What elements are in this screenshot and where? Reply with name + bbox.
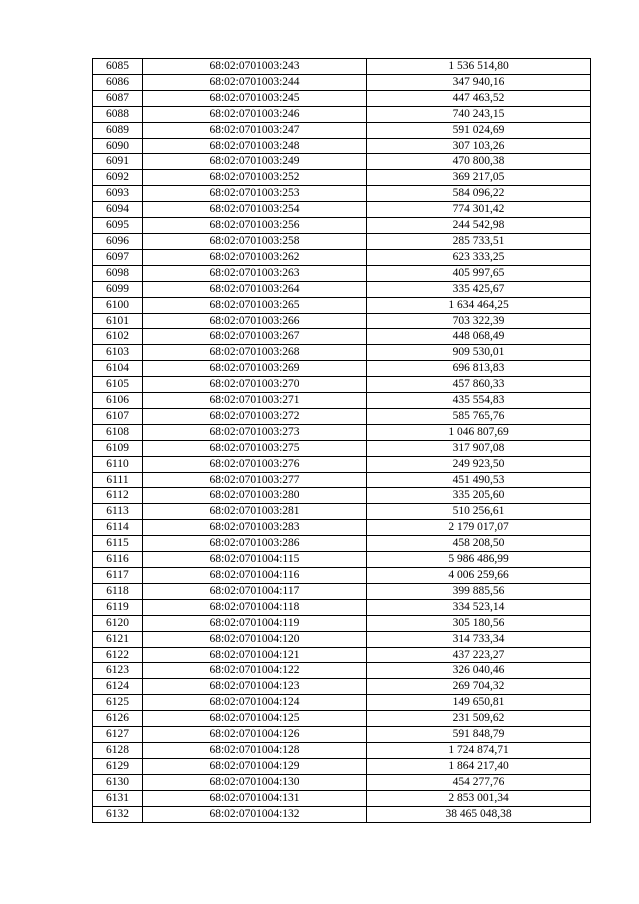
cadastral-number-cell: 68:02:0701003:253 xyxy=(143,186,367,202)
table-row xyxy=(93,90,591,106)
row-number-cell: 6098 xyxy=(93,265,143,281)
cadastral-number-cell: 68:02:0701003:252 xyxy=(143,170,367,186)
table-row xyxy=(93,361,591,377)
cadastral-value-cell: 317 907,08 xyxy=(367,440,591,456)
cadastral-number-cell: 68:02:0701003:266 xyxy=(143,313,367,329)
table-row xyxy=(93,249,591,265)
row-number-cell: 6105 xyxy=(93,377,143,393)
table-row xyxy=(93,615,591,631)
row-number-cell: 6109 xyxy=(93,440,143,456)
table-row xyxy=(93,774,591,790)
row-number-cell: 6115 xyxy=(93,536,143,552)
table-row xyxy=(93,202,591,218)
cadastral-value-cell: 435 554,83 xyxy=(367,393,591,409)
row-number-cell: 6120 xyxy=(93,615,143,631)
cadastral-value-cell: 584 096,22 xyxy=(367,186,591,202)
table-row xyxy=(93,329,591,345)
table-row xyxy=(93,552,591,568)
cadastral-number-cell: 68:02:0701004:122 xyxy=(143,663,367,679)
row-number-cell: 6117 xyxy=(93,568,143,584)
table-row xyxy=(93,679,591,695)
table-row xyxy=(93,711,591,727)
table-row xyxy=(93,138,591,154)
table-row xyxy=(93,313,591,329)
row-number-cell: 6094 xyxy=(93,202,143,218)
cadastral-value-cell: 510 256,61 xyxy=(367,504,591,520)
cadastral-value-cell: 457 860,33 xyxy=(367,377,591,393)
cadastral-value-cell: 774 301,42 xyxy=(367,202,591,218)
cadastral-value-cell: 244 542,98 xyxy=(367,218,591,234)
cadastral-value-cell: 231 509,62 xyxy=(367,711,591,727)
cadastral-number-cell: 68:02:0701003:246 xyxy=(143,106,367,122)
cadastral-value-cell: 335 425,67 xyxy=(367,281,591,297)
row-number-cell: 6087 xyxy=(93,90,143,106)
row-number-cell: 6107 xyxy=(93,408,143,424)
table-row xyxy=(93,536,591,552)
cadastral-number-cell: 68:02:0701003:244 xyxy=(143,74,367,90)
cadastral-number-cell: 68:02:0701003:286 xyxy=(143,536,367,552)
cadastral-value-cell: 591 024,69 xyxy=(367,122,591,138)
table-row xyxy=(93,59,591,75)
table-row xyxy=(93,122,591,138)
table-row xyxy=(93,377,591,393)
row-number-cell: 6130 xyxy=(93,774,143,790)
cadastral-value-cell: 405 997,65 xyxy=(367,265,591,281)
table-row xyxy=(93,520,591,536)
cadastral-value-cell: 334 523,14 xyxy=(367,599,591,615)
row-number-cell: 6119 xyxy=(93,599,143,615)
cadastral-number-cell: 68:02:0701003:243 xyxy=(143,59,367,75)
row-number-cell: 6125 xyxy=(93,695,143,711)
cadastral-value-cell: 1 864 217,40 xyxy=(367,758,591,774)
row-number-cell: 6121 xyxy=(93,631,143,647)
row-number-cell: 6128 xyxy=(93,742,143,758)
cadastral-value-cell: 4 006 259,66 xyxy=(367,568,591,584)
table-row xyxy=(93,408,591,424)
cadastral-value-cell: 399 885,56 xyxy=(367,583,591,599)
cadastral-value-cell: 458 208,50 xyxy=(367,536,591,552)
table-row xyxy=(93,647,591,663)
cadastral-value-cell: 326 040,46 xyxy=(367,663,591,679)
cadastral-number-cell: 68:02:0701004:118 xyxy=(143,599,367,615)
row-number-cell: 6104 xyxy=(93,361,143,377)
cadastral-number-cell: 68:02:0701003:245 xyxy=(143,90,367,106)
cadastral-value-cell: 470 800,38 xyxy=(367,154,591,170)
cadastral-number-cell: 68:02:0701003:262 xyxy=(143,249,367,265)
cadastral-number-cell: 68:02:0701003:265 xyxy=(143,297,367,313)
cadastral-value-table xyxy=(92,58,591,823)
row-number-cell: 6102 xyxy=(93,329,143,345)
cadastral-value-cell: 1 634 464,25 xyxy=(367,297,591,313)
row-number-cell: 6110 xyxy=(93,456,143,472)
cadastral-number-cell: 68:02:0701004:116 xyxy=(143,568,367,584)
table-row xyxy=(93,186,591,202)
cadastral-value-cell: 305 180,56 xyxy=(367,615,591,631)
cadastral-value-cell: 149 650,81 xyxy=(367,695,591,711)
row-number-cell: 6096 xyxy=(93,233,143,249)
cadastral-value-cell: 623 333,25 xyxy=(367,249,591,265)
row-number-cell: 6106 xyxy=(93,393,143,409)
cadastral-number-cell: 68:02:0701004:126 xyxy=(143,727,367,743)
cadastral-number-cell: 68:02:0701003:254 xyxy=(143,202,367,218)
row-number-cell: 6123 xyxy=(93,663,143,679)
cadastral-value-cell: 740 243,15 xyxy=(367,106,591,122)
row-number-cell: 6086 xyxy=(93,74,143,90)
row-number-cell: 6114 xyxy=(93,520,143,536)
row-number-cell: 6092 xyxy=(93,170,143,186)
row-number-cell: 6122 xyxy=(93,647,143,663)
cadastral-value-cell: 448 068,49 xyxy=(367,329,591,345)
cadastral-value-cell: 585 765,76 xyxy=(367,408,591,424)
row-number-cell: 6126 xyxy=(93,711,143,727)
cadastral-value-cell: 347 940,16 xyxy=(367,74,591,90)
cadastral-value-cell: 703 322,39 xyxy=(367,313,591,329)
table-row xyxy=(93,74,591,90)
table-row xyxy=(93,297,591,313)
table-row xyxy=(93,170,591,186)
table-row xyxy=(93,154,591,170)
table-row xyxy=(93,233,591,249)
table-row xyxy=(93,663,591,679)
row-number-cell: 6090 xyxy=(93,138,143,154)
cadastral-number-cell: 68:02:0701003:273 xyxy=(143,424,367,440)
table-row xyxy=(93,758,591,774)
table-row xyxy=(93,456,591,472)
cadastral-number-cell: 68:02:0701004:120 xyxy=(143,631,367,647)
table-row xyxy=(93,695,591,711)
cadastral-value-cell: 909 530,01 xyxy=(367,345,591,361)
row-number-cell: 6113 xyxy=(93,504,143,520)
cadastral-number-cell: 68:02:0701004:119 xyxy=(143,615,367,631)
row-number-cell: 6085 xyxy=(93,59,143,75)
row-number-cell: 6101 xyxy=(93,313,143,329)
table-row xyxy=(93,106,591,122)
cadastral-number-cell: 68:02:0701003:267 xyxy=(143,329,367,345)
cadastral-number-cell: 68:02:0701004:117 xyxy=(143,583,367,599)
table-row xyxy=(93,583,591,599)
cadastral-number-cell: 68:02:0701003:272 xyxy=(143,408,367,424)
cadastral-number-cell: 68:02:0701003:277 xyxy=(143,472,367,488)
cadastral-number-cell: 68:02:0701003:258 xyxy=(143,233,367,249)
row-number-cell: 6116 xyxy=(93,552,143,568)
cadastral-value-cell: 454 277,76 xyxy=(367,774,591,790)
cadastral-number-cell: 68:02:0701004:129 xyxy=(143,758,367,774)
table-row xyxy=(93,472,591,488)
row-number-cell: 6099 xyxy=(93,281,143,297)
cadastral-value-cell: 1 536 514,80 xyxy=(367,59,591,75)
cadastral-number-cell: 68:02:0701004:128 xyxy=(143,742,367,758)
cadastral-number-cell: 68:02:0701003:276 xyxy=(143,456,367,472)
table-row xyxy=(93,424,591,440)
cadastral-value-cell: 314 733,34 xyxy=(367,631,591,647)
cadastral-value-cell: 307 103,26 xyxy=(367,138,591,154)
table-body xyxy=(93,59,591,823)
cadastral-number-cell: 68:02:0701003:271 xyxy=(143,393,367,409)
cadastral-value-cell: 447 463,52 xyxy=(367,90,591,106)
cadastral-value-cell: 285 733,51 xyxy=(367,233,591,249)
row-number-cell: 6088 xyxy=(93,106,143,122)
cadastral-value-cell: 249 923,50 xyxy=(367,456,591,472)
cadastral-value-cell: 451 490,53 xyxy=(367,472,591,488)
table-row xyxy=(93,488,591,504)
cadastral-number-cell: 68:02:0701003:247 xyxy=(143,122,367,138)
table-row xyxy=(93,727,591,743)
table-row xyxy=(93,440,591,456)
table-row xyxy=(93,806,591,822)
cadastral-value-cell: 1 724 874,71 xyxy=(367,742,591,758)
cadastral-number-cell: 68:02:0701004:131 xyxy=(143,790,367,806)
cadastral-number-cell: 68:02:0701004:130 xyxy=(143,774,367,790)
cadastral-number-cell: 68:02:0701003:275 xyxy=(143,440,367,456)
table-row xyxy=(93,504,591,520)
cadastral-number-cell: 68:02:0701004:123 xyxy=(143,679,367,695)
cadastral-value-cell: 696 813,83 xyxy=(367,361,591,377)
row-number-cell: 6103 xyxy=(93,345,143,361)
table-row xyxy=(93,631,591,647)
cadastral-number-cell: 68:02:0701003:268 xyxy=(143,345,367,361)
cadastral-number-cell: 68:02:0701003:256 xyxy=(143,218,367,234)
cadastral-value-cell: 38 465 048,38 xyxy=(367,806,591,822)
table-row xyxy=(93,218,591,234)
row-number-cell: 6091 xyxy=(93,154,143,170)
table-row xyxy=(93,790,591,806)
cadastral-number-cell: 68:02:0701003:270 xyxy=(143,377,367,393)
cadastral-value-cell: 437 223,27 xyxy=(367,647,591,663)
table-row xyxy=(93,345,591,361)
table-row xyxy=(93,599,591,615)
row-number-cell: 6132 xyxy=(93,806,143,822)
cadastral-number-cell: 68:02:0701003:249 xyxy=(143,154,367,170)
cadastral-number-cell: 68:02:0701003:283 xyxy=(143,520,367,536)
row-number-cell: 6124 xyxy=(93,679,143,695)
row-number-cell: 6111 xyxy=(93,472,143,488)
cadastral-number-cell: 68:02:0701003:264 xyxy=(143,281,367,297)
cadastral-number-cell: 68:02:0701003:248 xyxy=(143,138,367,154)
row-number-cell: 6097 xyxy=(93,249,143,265)
cadastral-value-cell: 2 853 001,34 xyxy=(367,790,591,806)
row-number-cell: 6100 xyxy=(93,297,143,313)
cadastral-value-cell: 269 704,32 xyxy=(367,679,591,695)
cadastral-value-cell: 5 986 486,99 xyxy=(367,552,591,568)
table-row xyxy=(93,281,591,297)
row-number-cell: 6095 xyxy=(93,218,143,234)
cadastral-number-cell: 68:02:0701004:121 xyxy=(143,647,367,663)
row-number-cell: 6089 xyxy=(93,122,143,138)
row-number-cell: 6112 xyxy=(93,488,143,504)
table-row xyxy=(93,568,591,584)
row-number-cell: 6118 xyxy=(93,583,143,599)
cadastral-value-cell: 369 217,05 xyxy=(367,170,591,186)
cadastral-number-cell: 68:02:0701004:125 xyxy=(143,711,367,727)
cadastral-number-cell: 68:02:0701003:280 xyxy=(143,488,367,504)
row-number-cell: 6129 xyxy=(93,758,143,774)
cadastral-value-cell: 2 179 017,07 xyxy=(367,520,591,536)
table-row xyxy=(93,742,591,758)
cadastral-value-cell: 1 046 807,69 xyxy=(367,424,591,440)
cadastral-value-cell: 335 205,60 xyxy=(367,488,591,504)
row-number-cell: 6131 xyxy=(93,790,143,806)
table-row xyxy=(93,393,591,409)
cadastral-number-cell: 68:02:0701003:281 xyxy=(143,504,367,520)
cadastral-number-cell: 68:02:0701003:263 xyxy=(143,265,367,281)
cadastral-number-cell: 68:02:0701003:269 xyxy=(143,361,367,377)
table-row xyxy=(93,265,591,281)
cadastral-value-cell: 591 848,79 xyxy=(367,727,591,743)
row-number-cell: 6127 xyxy=(93,727,143,743)
cadastral-number-cell: 68:02:0701004:115 xyxy=(143,552,367,568)
row-number-cell: 6108 xyxy=(93,424,143,440)
cadastral-number-cell: 68:02:0701004:132 xyxy=(143,806,367,822)
cadastral-number-cell: 68:02:0701004:124 xyxy=(143,695,367,711)
row-number-cell: 6093 xyxy=(93,186,143,202)
